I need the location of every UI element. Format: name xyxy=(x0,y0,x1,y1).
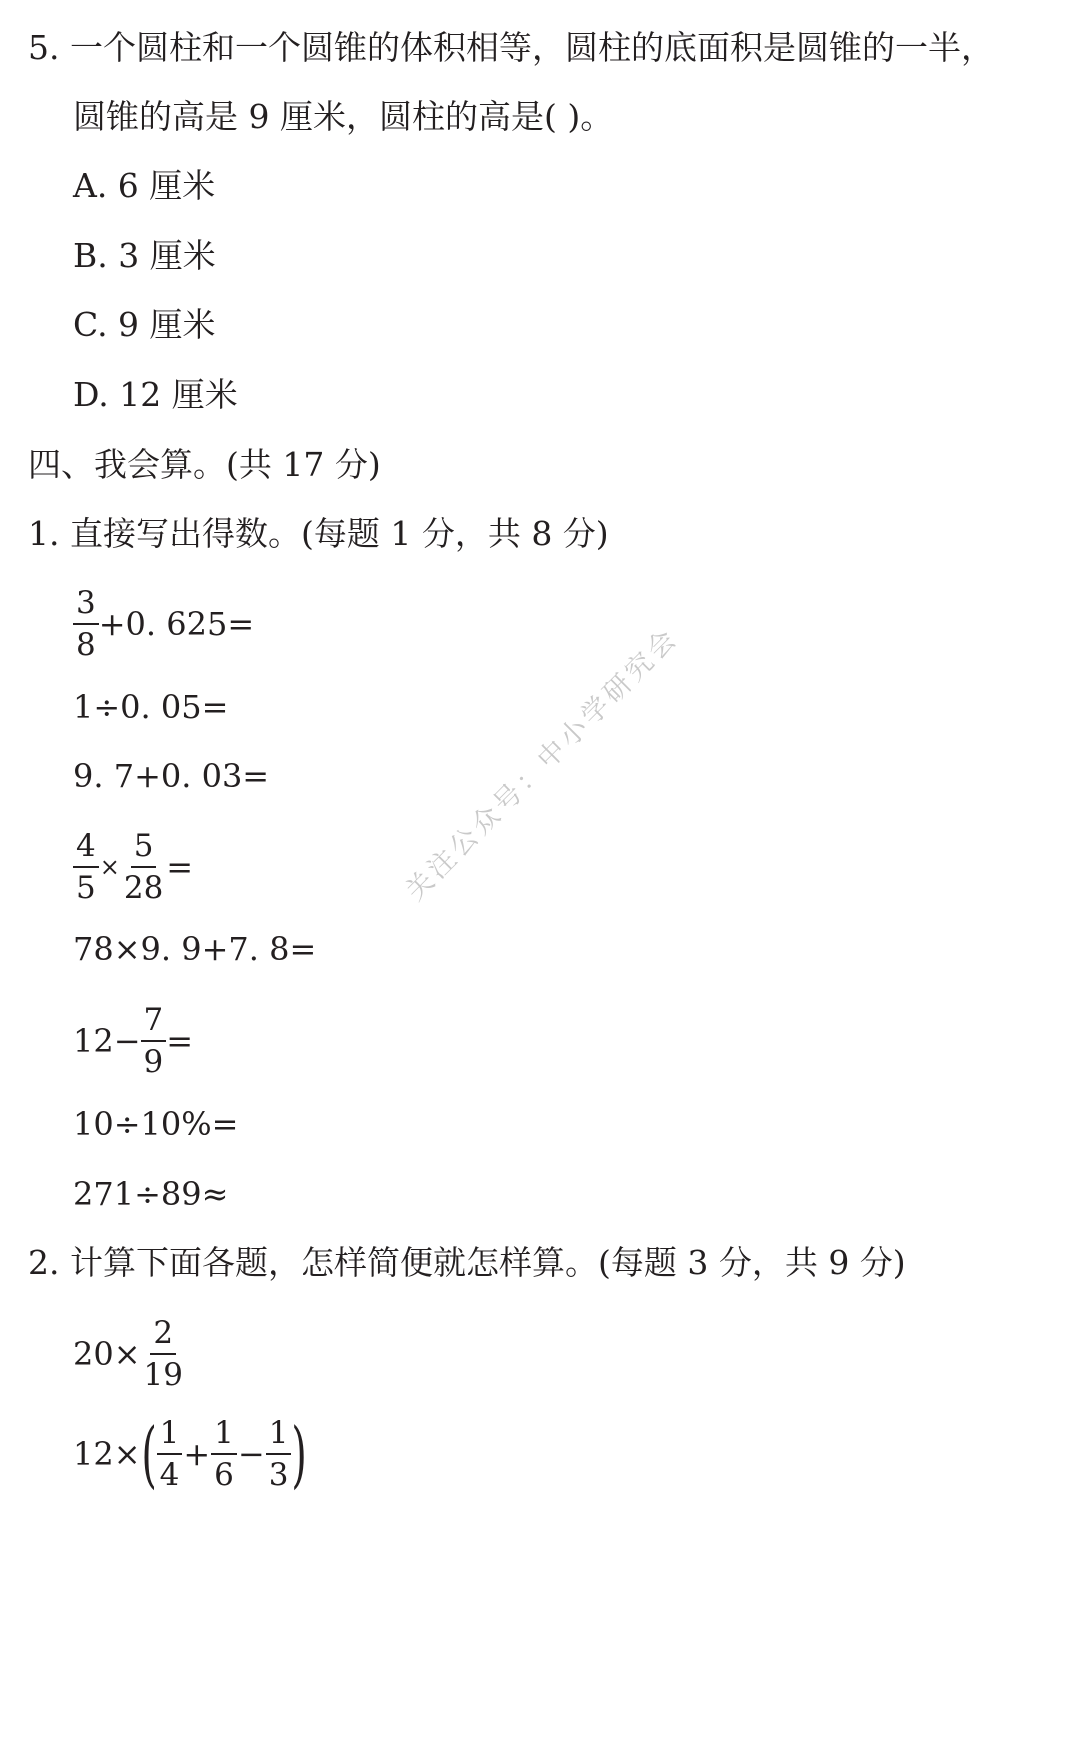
option-c: C. 9 厘米 xyxy=(73,305,216,344)
question-5-line2: 圆锥的高是 9 厘米，圆柱的高是( )。 xyxy=(73,97,614,136)
left-paren: ( xyxy=(140,1412,157,1496)
calc-2-2: 12× ( $\frac{1}{4}$ + $\frac{1}{6}$ − $\frac{1}{3}$ ) xyxy=(73,1412,308,1496)
calc-1-3: 9. 7+0. 03= xyxy=(73,757,270,795)
calc-2-1: 20× $\frac{2}{19}$ xyxy=(73,1315,186,1393)
question-5-line1: 5. 一个圆柱和一个圆锥的体积相等，圆柱的底面积是圆锥的一半， xyxy=(28,28,994,67)
calc-1-8: 271÷89≈ xyxy=(73,1175,229,1213)
calc-1-1: $\frac{3}{8}$ +0. 625= xyxy=(73,585,254,663)
fraction: $\frac{7}{9}$ xyxy=(141,1002,167,1080)
calc-1-7: 10÷10%= xyxy=(73,1105,239,1143)
calc-1-4: $\frac{4}{5}$ × $\frac{5}{28}$ = xyxy=(73,828,193,906)
calc-1-2: 1÷0. 05= xyxy=(73,688,229,726)
fraction: $\frac{1}{4}$ xyxy=(157,1415,183,1493)
right-paren: ) xyxy=(291,1412,308,1496)
fraction: $\frac{2}{19}$ xyxy=(143,1315,183,1393)
calc-1-6: 12− $\frac{7}{9}$ = xyxy=(73,1002,194,1080)
watermark: 关注公众号：中小学研究会 xyxy=(399,621,685,907)
part-1-instruction: 1. 直接写出得数。(每题 1 分，共 8 分) xyxy=(28,514,609,553)
fraction: $\frac{4}{5}$ xyxy=(73,828,99,906)
fraction: $\frac{1}{3}$ xyxy=(266,1415,292,1493)
fraction: $\frac{1}{6}$ xyxy=(211,1415,237,1493)
fraction: $\frac{5}{28}$ xyxy=(123,828,164,906)
fraction: $\frac{3}{8}$ xyxy=(73,585,99,663)
calc-1-5: 78×9. 9+7. 8= xyxy=(73,930,317,968)
option-d: D. 12 厘米 xyxy=(73,375,238,414)
section-4-heading: 四、我会算。(共 17 分) xyxy=(28,445,381,484)
option-a: A. 6 厘米 xyxy=(73,166,216,205)
part-2-instruction: 2. 计算下面各题，怎样简便就怎样算。(每题 3 分，共 9 分) xyxy=(28,1243,906,1282)
option-b: B. 3 厘米 xyxy=(73,236,216,275)
